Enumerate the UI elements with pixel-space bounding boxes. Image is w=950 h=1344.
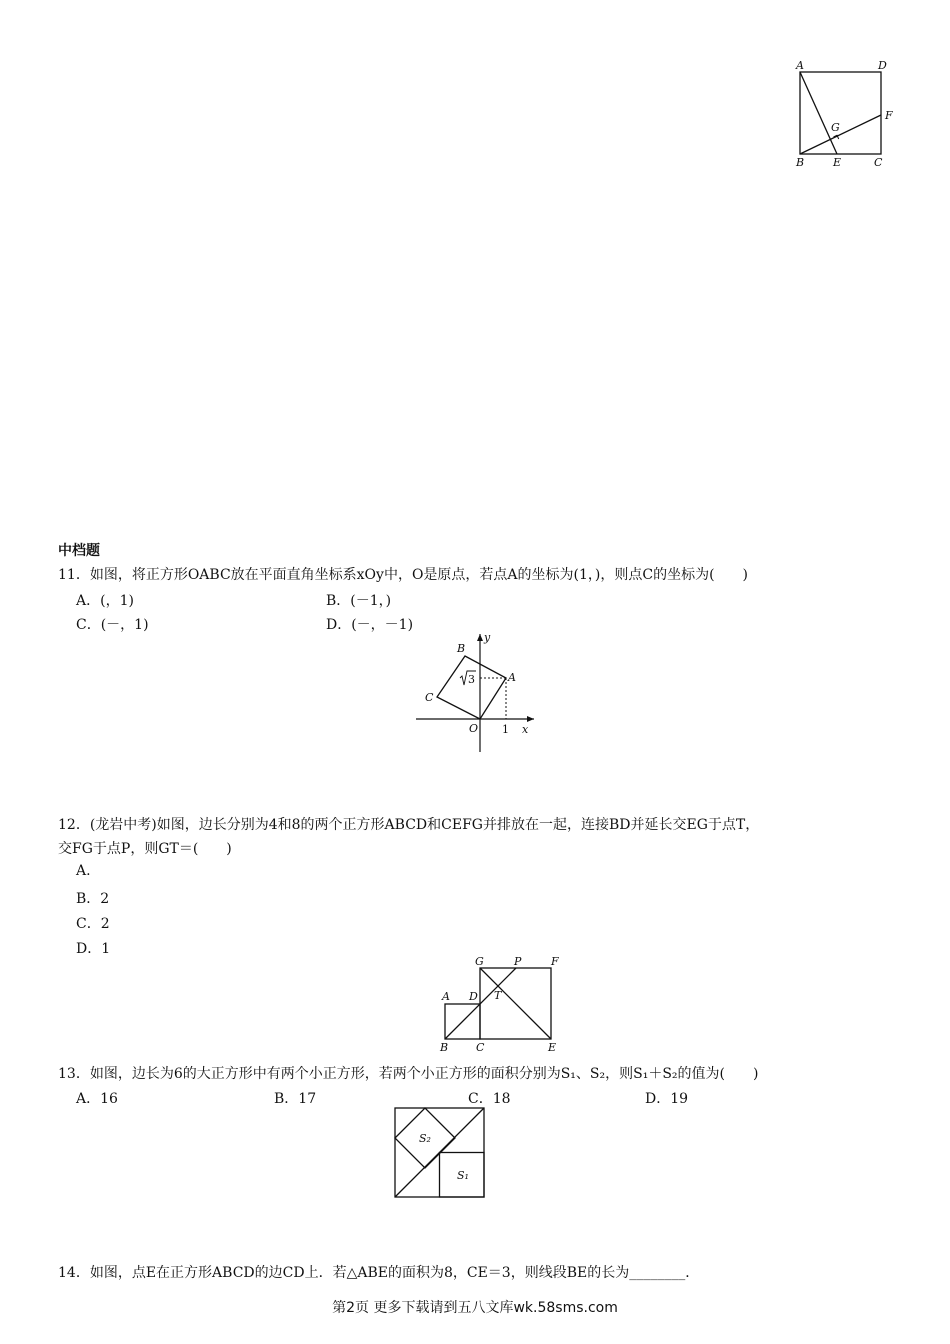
label-o: O bbox=[469, 722, 479, 735]
label-g: G bbox=[831, 121, 840, 134]
label-f: F bbox=[551, 955, 559, 968]
square-abcd-figure bbox=[790, 58, 900, 173]
label-e: E bbox=[548, 1041, 557, 1054]
q14-stem: 14．如图，点E在正方形ABCD的边CD上．若△ABE的面积为8，CE＝3，则线段BE的长为________． bbox=[58, 1265, 700, 1281]
q12-stem-line1: 12．(龙岩中考)如图，边长分别为4和8的两个正方形ABCD和CEFG并排放在一起，连接BD并延长交EG于点T， bbox=[58, 817, 760, 833]
label-b: B bbox=[457, 642, 466, 655]
page-footer: 第2页 更多下载请到五八文库wk.58sms.com bbox=[332, 1300, 618, 1316]
q11-option-c: C．(－，1) bbox=[76, 617, 149, 633]
label-d: D bbox=[469, 990, 478, 1003]
q12-option-b: B．2 bbox=[76, 891, 110, 907]
label-a: A bbox=[442, 990, 450, 1003]
label-t: T bbox=[494, 989, 502, 1002]
label-c: C bbox=[874, 156, 883, 169]
label-b: B bbox=[796, 156, 805, 169]
label-c: C bbox=[425, 691, 434, 704]
label-one: 1 bbox=[502, 723, 509, 736]
q12-option-a: A. bbox=[76, 863, 91, 879]
q11-option-b: B．(－1，) bbox=[326, 593, 392, 609]
label-c: C bbox=[476, 1041, 485, 1054]
label-s1: S₁ bbox=[457, 1169, 469, 1182]
q13-stem: 13．如图，边长为6的大正方形中有两个小正方形，若两个小正方形的面积分别为S₁、S₂，则S₁＋S₂的值为( ) bbox=[58, 1066, 759, 1082]
q12-option-d: D．1 bbox=[76, 941, 111, 957]
q11-stem: 11．如图，将正方形OABC放在平面直角坐标系xOy中，O是原点，若点A的坐标为(1，)，则点C的坐标为( ) bbox=[58, 567, 748, 583]
q12-option-c: C．2 bbox=[76, 916, 110, 932]
q13-option-d: D．19 bbox=[645, 1091, 689, 1107]
label-p: P bbox=[514, 955, 522, 968]
q13-option-c: C．18 bbox=[468, 1091, 511, 1107]
label-d: D bbox=[878, 59, 887, 72]
q11-option-a: A．(，1) bbox=[76, 593, 134, 609]
label-e: E bbox=[833, 156, 842, 169]
label-y: y bbox=[484, 631, 491, 644]
q13-option-b: B．17 bbox=[274, 1091, 317, 1107]
label-a: A bbox=[508, 671, 516, 684]
q12-stem-line2: 交FG于点P，则GT＝( ) bbox=[58, 841, 232, 857]
q12-squares-figure bbox=[432, 952, 572, 1060]
sqrt-three-label: 3 bbox=[468, 673, 475, 686]
label-a: A bbox=[796, 59, 804, 72]
q13-option-a: A．16 bbox=[76, 1091, 118, 1107]
label-s2: S₂ bbox=[419, 1132, 431, 1145]
q11-option-d: D．(－，－1) bbox=[326, 617, 414, 633]
label-x: x bbox=[522, 723, 529, 736]
label-f: F bbox=[885, 109, 893, 122]
q11-coordinate-figure bbox=[410, 630, 540, 755]
section-title: 中档题 bbox=[58, 543, 100, 559]
label-g: G bbox=[475, 955, 484, 968]
q13-squares-figure bbox=[392, 1105, 488, 1201]
label-b: B bbox=[440, 1041, 449, 1054]
